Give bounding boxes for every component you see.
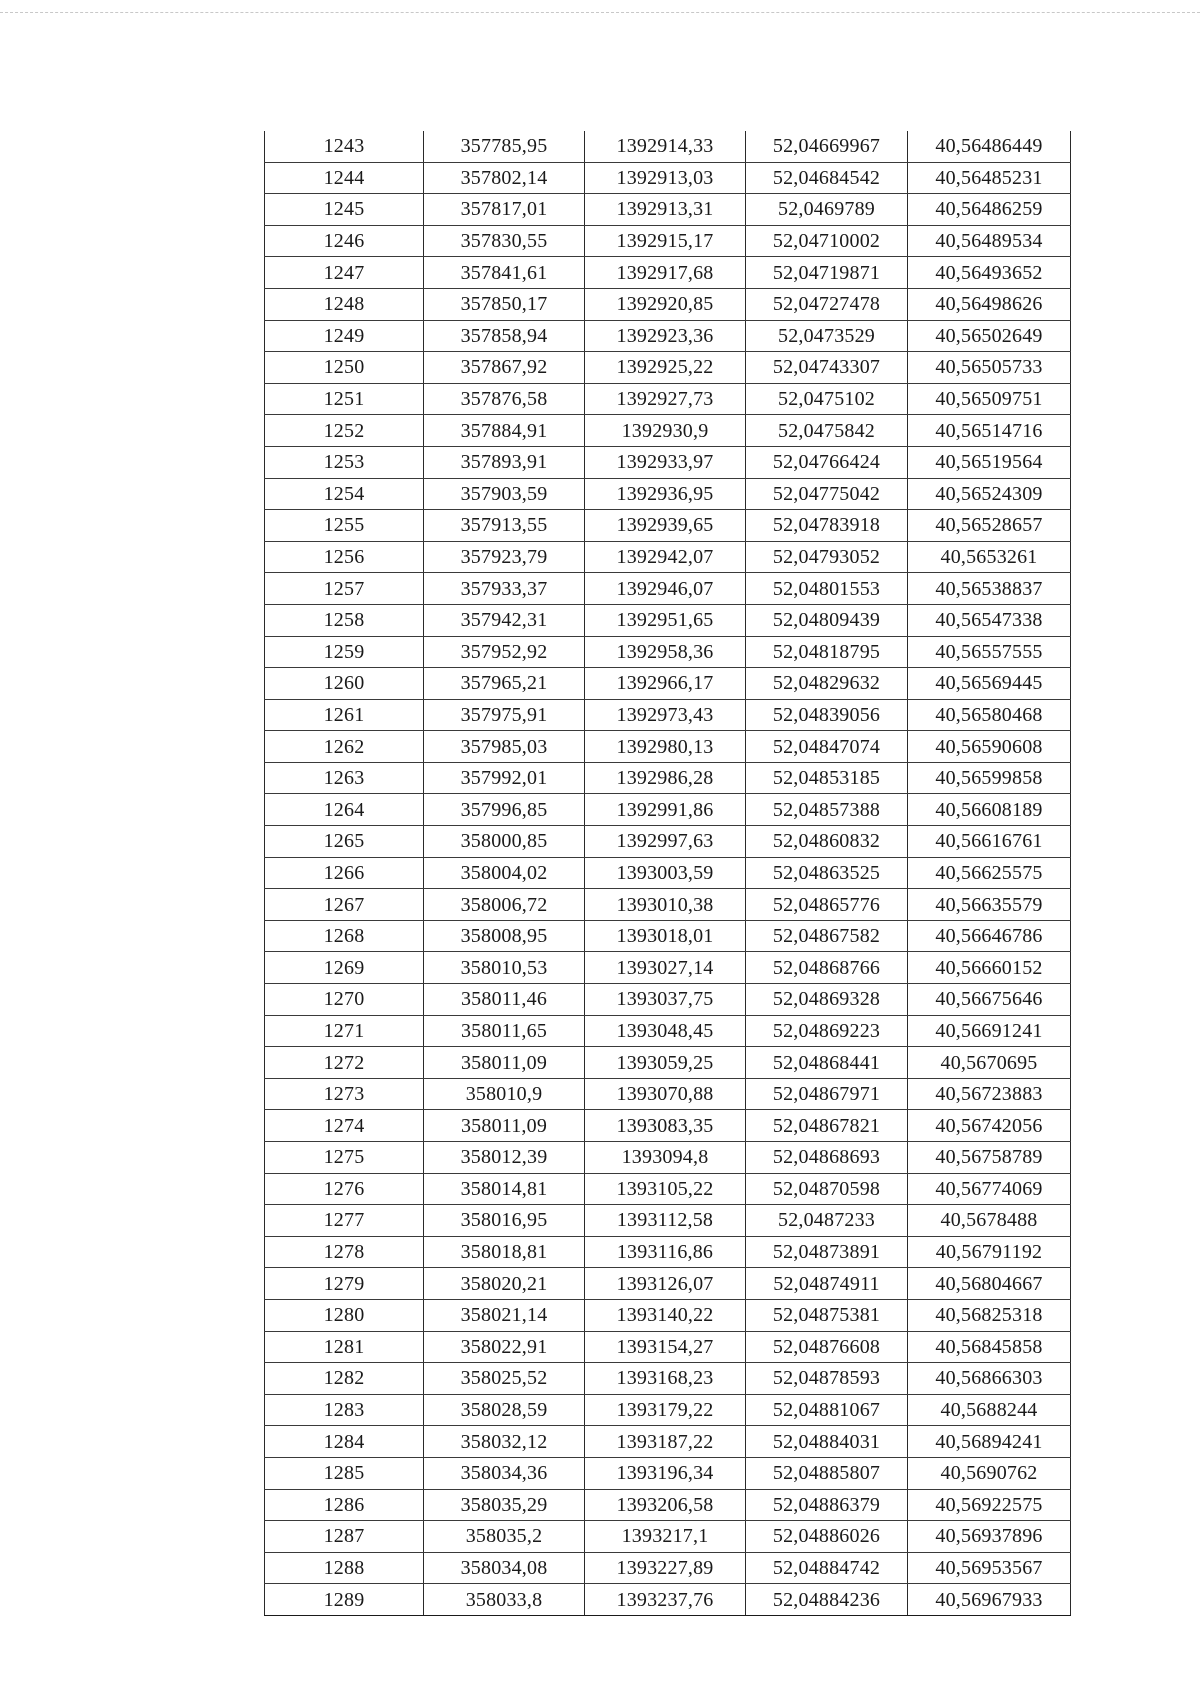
y-coordinate-cell: 1393003,59 xyxy=(585,857,746,889)
point-number-cell: 1275 xyxy=(265,1142,424,1174)
point-number-cell: 1286 xyxy=(265,1489,424,1521)
longitude-cell: 40,56509751 xyxy=(908,383,1071,415)
x-coordinate-cell: 358006,72 xyxy=(424,889,585,921)
table-row xyxy=(265,257,1071,289)
x-coordinate-cell: 358025,52 xyxy=(424,1363,585,1395)
y-coordinate-cell: 1392966,17 xyxy=(585,668,746,700)
x-coordinate-cell: 357858,94 xyxy=(424,320,585,352)
point-number-cell: 1287 xyxy=(265,1521,424,1553)
latitude-cell: 52,04886379 xyxy=(746,1489,908,1521)
table-row xyxy=(265,1015,1071,1047)
y-coordinate-cell: 1393116,86 xyxy=(585,1236,746,1268)
x-coordinate-cell: 357965,21 xyxy=(424,668,585,700)
x-coordinate-cell: 357841,61 xyxy=(424,257,585,289)
y-coordinate-cell: 1393037,75 xyxy=(585,984,746,1016)
table-row xyxy=(265,478,1071,510)
table-row xyxy=(265,510,1071,542)
x-coordinate-cell: 358018,81 xyxy=(424,1236,585,1268)
table-row xyxy=(265,762,1071,794)
x-coordinate-cell: 358011,09 xyxy=(424,1110,585,1142)
x-coordinate-cell: 358034,36 xyxy=(424,1457,585,1489)
latitude-cell: 52,04875381 xyxy=(746,1299,908,1331)
point-number-cell: 1267 xyxy=(265,889,424,921)
y-coordinate-cell: 1393027,14 xyxy=(585,952,746,984)
latitude-cell: 52,04869223 xyxy=(746,1015,908,1047)
x-coordinate-cell: 357913,55 xyxy=(424,510,585,542)
table-row xyxy=(265,288,1071,320)
y-coordinate-cell: 1392946,07 xyxy=(585,573,746,605)
x-coordinate-cell: 358035,2 xyxy=(424,1521,585,1553)
x-coordinate-cell: 357933,37 xyxy=(424,573,585,605)
longitude-cell: 40,56557555 xyxy=(908,636,1071,668)
x-coordinate-cell: 358010,9 xyxy=(424,1078,585,1110)
x-coordinate-cell: 357923,79 xyxy=(424,541,585,573)
y-coordinate-cell: 1393206,58 xyxy=(585,1489,746,1521)
x-coordinate-cell: 358011,09 xyxy=(424,1047,585,1079)
y-coordinate-cell: 1393217,1 xyxy=(585,1521,746,1553)
x-coordinate-cell: 357817,01 xyxy=(424,194,585,226)
x-coordinate-cell: 357802,14 xyxy=(424,162,585,194)
x-coordinate-cell: 358004,02 xyxy=(424,857,585,889)
table-row xyxy=(265,446,1071,478)
longitude-cell: 40,56625575 xyxy=(908,857,1071,889)
longitude-cell: 40,56502649 xyxy=(908,320,1071,352)
table-row xyxy=(265,415,1071,447)
point-number-cell: 1254 xyxy=(265,478,424,510)
table-row xyxy=(265,131,1071,162)
longitude-cell: 40,56758789 xyxy=(908,1142,1071,1174)
x-coordinate-cell: 357942,31 xyxy=(424,604,585,636)
longitude-cell: 40,56547338 xyxy=(908,604,1071,636)
table-row xyxy=(265,1584,1071,1616)
longitude-cell: 40,56514716 xyxy=(908,415,1071,447)
latitude-cell: 52,0475842 xyxy=(746,415,908,447)
document-page xyxy=(264,131,1070,1616)
latitude-cell: 52,0475102 xyxy=(746,383,908,415)
point-number-cell: 1258 xyxy=(265,604,424,636)
table-row xyxy=(265,731,1071,763)
x-coordinate-cell: 358012,39 xyxy=(424,1142,585,1174)
y-coordinate-cell: 1392951,65 xyxy=(585,604,746,636)
longitude-cell: 40,56485231 xyxy=(908,162,1071,194)
y-coordinate-cell: 1392927,73 xyxy=(585,383,746,415)
y-coordinate-cell: 1393140,22 xyxy=(585,1299,746,1331)
point-number-cell: 1288 xyxy=(265,1552,424,1584)
point-number-cell: 1273 xyxy=(265,1078,424,1110)
table-row xyxy=(265,352,1071,384)
y-coordinate-cell: 1392917,68 xyxy=(585,257,746,289)
longitude-cell: 40,56538837 xyxy=(908,573,1071,605)
longitude-cell: 40,5670695 xyxy=(908,1047,1071,1079)
point-number-cell: 1282 xyxy=(265,1363,424,1395)
x-coordinate-cell: 357903,59 xyxy=(424,478,585,510)
longitude-cell: 40,56723883 xyxy=(908,1078,1071,1110)
latitude-cell: 52,04857388 xyxy=(746,794,908,826)
x-coordinate-cell: 358032,12 xyxy=(424,1426,585,1458)
table-row xyxy=(265,794,1071,826)
y-coordinate-cell: 1392942,07 xyxy=(585,541,746,573)
longitude-cell: 40,56524309 xyxy=(908,478,1071,510)
table-row xyxy=(265,1426,1071,1458)
table-row xyxy=(265,1173,1071,1205)
table-row xyxy=(265,162,1071,194)
point-number-cell: 1245 xyxy=(265,194,424,226)
latitude-cell: 52,04884031 xyxy=(746,1426,908,1458)
longitude-cell: 40,56804667 xyxy=(908,1268,1071,1300)
latitude-cell: 52,04743307 xyxy=(746,352,908,384)
latitude-cell: 52,04884236 xyxy=(746,1584,908,1616)
y-coordinate-cell: 1392986,28 xyxy=(585,762,746,794)
point-number-cell: 1243 xyxy=(265,131,424,162)
table-row xyxy=(265,826,1071,858)
latitude-cell: 52,04860832 xyxy=(746,826,908,858)
latitude-cell: 52,0469789 xyxy=(746,194,908,226)
longitude-cell: 40,56493652 xyxy=(908,257,1071,289)
table-row xyxy=(265,1521,1071,1553)
point-number-cell: 1259 xyxy=(265,636,424,668)
x-coordinate-cell: 358022,91 xyxy=(424,1331,585,1363)
longitude-cell: 40,56825318 xyxy=(908,1299,1071,1331)
y-coordinate-cell: 1393083,35 xyxy=(585,1110,746,1142)
y-coordinate-cell: 1392991,86 xyxy=(585,794,746,826)
x-coordinate-cell: 357830,55 xyxy=(424,225,585,257)
point-number-cell: 1279 xyxy=(265,1268,424,1300)
x-coordinate-cell: 358034,08 xyxy=(424,1552,585,1584)
point-number-cell: 1252 xyxy=(265,415,424,447)
latitude-cell: 52,04874911 xyxy=(746,1268,908,1300)
longitude-cell: 40,56608189 xyxy=(908,794,1071,826)
longitude-cell: 40,5678488 xyxy=(908,1205,1071,1237)
point-number-cell: 1260 xyxy=(265,668,424,700)
longitude-cell: 40,56635579 xyxy=(908,889,1071,921)
point-number-cell: 1274 xyxy=(265,1110,424,1142)
x-coordinate-cell: 358016,95 xyxy=(424,1205,585,1237)
table-row xyxy=(265,1047,1071,1079)
longitude-cell: 40,56599858 xyxy=(908,762,1071,794)
x-coordinate-cell: 358008,95 xyxy=(424,920,585,952)
latitude-cell: 52,04793052 xyxy=(746,541,908,573)
table-row xyxy=(265,1078,1071,1110)
y-coordinate-cell: 1393227,89 xyxy=(585,1552,746,1584)
latitude-cell: 52,0487233 xyxy=(746,1205,908,1237)
x-coordinate-cell: 358014,81 xyxy=(424,1173,585,1205)
table-row xyxy=(265,573,1071,605)
table-row xyxy=(265,383,1071,415)
latitude-cell: 52,04867582 xyxy=(746,920,908,952)
latitude-cell: 52,04669967 xyxy=(746,131,908,162)
y-coordinate-cell: 1393112,58 xyxy=(585,1205,746,1237)
point-number-cell: 1278 xyxy=(265,1236,424,1268)
y-coordinate-cell: 1392980,13 xyxy=(585,731,746,763)
longitude-cell: 40,56505733 xyxy=(908,352,1071,384)
latitude-cell: 52,04876608 xyxy=(746,1331,908,1363)
point-number-cell: 1281 xyxy=(265,1331,424,1363)
longitude-cell: 40,56922575 xyxy=(908,1489,1071,1521)
point-number-cell: 1262 xyxy=(265,731,424,763)
latitude-cell: 52,04684542 xyxy=(746,162,908,194)
point-number-cell: 1268 xyxy=(265,920,424,952)
longitude-cell: 40,56691241 xyxy=(908,1015,1071,1047)
table-row xyxy=(265,1331,1071,1363)
y-coordinate-cell: 1393187,22 xyxy=(585,1426,746,1458)
x-coordinate-cell: 358011,65 xyxy=(424,1015,585,1047)
point-number-cell: 1256 xyxy=(265,541,424,573)
table-row xyxy=(265,668,1071,700)
x-coordinate-cell: 357893,91 xyxy=(424,446,585,478)
table-row xyxy=(265,1394,1071,1426)
latitude-cell: 52,04884742 xyxy=(746,1552,908,1584)
table-row xyxy=(265,1236,1071,1268)
x-coordinate-cell: 358020,21 xyxy=(424,1268,585,1300)
point-number-cell: 1247 xyxy=(265,257,424,289)
table-row xyxy=(265,1205,1071,1237)
y-coordinate-cell: 1393154,27 xyxy=(585,1331,746,1363)
longitude-cell: 40,56845858 xyxy=(908,1331,1071,1363)
point-number-cell: 1250 xyxy=(265,352,424,384)
x-coordinate-cell: 357876,58 xyxy=(424,383,585,415)
y-coordinate-cell: 1392913,03 xyxy=(585,162,746,194)
table-row xyxy=(265,857,1071,889)
x-coordinate-cell: 357996,85 xyxy=(424,794,585,826)
latitude-cell: 52,04885807 xyxy=(746,1457,908,1489)
table-row xyxy=(265,1363,1071,1395)
point-number-cell: 1289 xyxy=(265,1584,424,1616)
latitude-cell: 52,04847074 xyxy=(746,731,908,763)
point-number-cell: 1255 xyxy=(265,510,424,542)
scan-edge-line xyxy=(0,12,1200,13)
table-row xyxy=(265,920,1071,952)
latitude-cell: 52,04863525 xyxy=(746,857,908,889)
point-number-cell: 1266 xyxy=(265,857,424,889)
table-row xyxy=(265,1142,1071,1174)
latitude-cell: 52,04766424 xyxy=(746,446,908,478)
table-row xyxy=(265,541,1071,573)
table-row xyxy=(265,1489,1071,1521)
table-row xyxy=(265,1268,1071,1300)
point-number-cell: 1271 xyxy=(265,1015,424,1047)
y-coordinate-cell: 1393126,07 xyxy=(585,1268,746,1300)
x-coordinate-cell: 358011,46 xyxy=(424,984,585,1016)
point-number-cell: 1277 xyxy=(265,1205,424,1237)
latitude-cell: 52,04869328 xyxy=(746,984,908,1016)
table-row xyxy=(265,320,1071,352)
x-coordinate-cell: 357992,01 xyxy=(424,762,585,794)
y-coordinate-cell: 1393010,38 xyxy=(585,889,746,921)
latitude-cell: 52,04829632 xyxy=(746,668,908,700)
y-coordinate-cell: 1393237,76 xyxy=(585,1584,746,1616)
x-coordinate-cell: 357785,95 xyxy=(424,131,585,162)
y-coordinate-cell: 1393048,45 xyxy=(585,1015,746,1047)
latitude-cell: 52,04867971 xyxy=(746,1078,908,1110)
longitude-cell: 40,5653261 xyxy=(908,541,1071,573)
point-number-cell: 1253 xyxy=(265,446,424,478)
latitude-cell: 52,04868693 xyxy=(746,1142,908,1174)
point-number-cell: 1283 xyxy=(265,1394,424,1426)
y-coordinate-cell: 1392973,43 xyxy=(585,699,746,731)
point-number-cell: 1264 xyxy=(265,794,424,826)
table-row xyxy=(265,1110,1071,1142)
point-number-cell: 1246 xyxy=(265,225,424,257)
longitude-cell: 40,56498626 xyxy=(908,288,1071,320)
longitude-cell: 40,56742056 xyxy=(908,1110,1071,1142)
longitude-cell: 40,56660152 xyxy=(908,952,1071,984)
longitude-cell: 40,5688244 xyxy=(908,1394,1071,1426)
latitude-cell: 52,04839056 xyxy=(746,699,908,731)
table-row xyxy=(265,604,1071,636)
y-coordinate-cell: 1392939,65 xyxy=(585,510,746,542)
longitude-cell: 40,56937896 xyxy=(908,1521,1071,1553)
point-number-cell: 1261 xyxy=(265,699,424,731)
coordinates-table xyxy=(264,131,1071,1616)
y-coordinate-cell: 1392923,36 xyxy=(585,320,746,352)
point-number-cell: 1244 xyxy=(265,162,424,194)
latitude-cell: 52,04818795 xyxy=(746,636,908,668)
latitude-cell: 52,04886026 xyxy=(746,1521,908,1553)
x-coordinate-cell: 358033,8 xyxy=(424,1584,585,1616)
longitude-cell: 40,56894241 xyxy=(908,1426,1071,1458)
longitude-cell: 40,56528657 xyxy=(908,510,1071,542)
y-coordinate-cell: 1392936,95 xyxy=(585,478,746,510)
y-coordinate-cell: 1393168,23 xyxy=(585,1363,746,1395)
x-coordinate-cell: 358021,14 xyxy=(424,1299,585,1331)
x-coordinate-cell: 357975,91 xyxy=(424,699,585,731)
latitude-cell: 52,04783918 xyxy=(746,510,908,542)
latitude-cell: 52,04727478 xyxy=(746,288,908,320)
x-coordinate-cell: 357952,92 xyxy=(424,636,585,668)
point-number-cell: 1285 xyxy=(265,1457,424,1489)
x-coordinate-cell: 357850,17 xyxy=(424,288,585,320)
latitude-cell: 52,04873891 xyxy=(746,1236,908,1268)
x-coordinate-cell: 357867,92 xyxy=(424,352,585,384)
longitude-cell: 40,56953567 xyxy=(908,1552,1071,1584)
latitude-cell: 52,04881067 xyxy=(746,1394,908,1426)
table-row xyxy=(265,225,1071,257)
latitude-cell: 52,04775042 xyxy=(746,478,908,510)
y-coordinate-cell: 1392958,36 xyxy=(585,636,746,668)
point-number-cell: 1270 xyxy=(265,984,424,1016)
longitude-cell: 40,56580468 xyxy=(908,699,1071,731)
table-row xyxy=(265,699,1071,731)
longitude-cell: 40,56967933 xyxy=(908,1584,1071,1616)
x-coordinate-cell: 358035,29 xyxy=(424,1489,585,1521)
latitude-cell: 52,04878593 xyxy=(746,1363,908,1395)
longitude-cell: 40,56519564 xyxy=(908,446,1071,478)
table-row xyxy=(265,952,1071,984)
x-coordinate-cell: 358010,53 xyxy=(424,952,585,984)
point-number-cell: 1257 xyxy=(265,573,424,605)
longitude-cell: 40,56675646 xyxy=(908,984,1071,1016)
point-number-cell: 1276 xyxy=(265,1173,424,1205)
longitude-cell: 40,56616761 xyxy=(908,826,1071,858)
y-coordinate-cell: 1393059,25 xyxy=(585,1047,746,1079)
y-coordinate-cell: 1392913,31 xyxy=(585,194,746,226)
y-coordinate-cell: 1392915,17 xyxy=(585,225,746,257)
y-coordinate-cell: 1392914,33 xyxy=(585,131,746,162)
coordinates-table-body xyxy=(265,131,1071,1615)
longitude-cell: 40,56791192 xyxy=(908,1236,1071,1268)
y-coordinate-cell: 1392930,9 xyxy=(585,415,746,447)
latitude-cell: 52,04809439 xyxy=(746,604,908,636)
y-coordinate-cell: 1393018,01 xyxy=(585,920,746,952)
latitude-cell: 52,04801553 xyxy=(746,573,908,605)
table-row xyxy=(265,1299,1071,1331)
y-coordinate-cell: 1393094,8 xyxy=(585,1142,746,1174)
y-coordinate-cell: 1392933,97 xyxy=(585,446,746,478)
longitude-cell: 40,56486259 xyxy=(908,194,1071,226)
latitude-cell: 52,04853185 xyxy=(746,762,908,794)
longitude-cell: 40,56646786 xyxy=(908,920,1071,952)
longitude-cell: 40,5690762 xyxy=(908,1457,1071,1489)
latitude-cell: 52,04870598 xyxy=(746,1173,908,1205)
latitude-cell: 52,0473529 xyxy=(746,320,908,352)
latitude-cell: 52,04868441 xyxy=(746,1047,908,1079)
y-coordinate-cell: 1393196,34 xyxy=(585,1457,746,1489)
table-row xyxy=(265,1552,1071,1584)
point-number-cell: 1248 xyxy=(265,288,424,320)
point-number-cell: 1249 xyxy=(265,320,424,352)
y-coordinate-cell: 1393070,88 xyxy=(585,1078,746,1110)
point-number-cell: 1284 xyxy=(265,1426,424,1458)
latitude-cell: 52,04865776 xyxy=(746,889,908,921)
longitude-cell: 40,56774069 xyxy=(908,1173,1071,1205)
x-coordinate-cell: 358000,85 xyxy=(424,826,585,858)
point-number-cell: 1251 xyxy=(265,383,424,415)
y-coordinate-cell: 1392925,22 xyxy=(585,352,746,384)
point-number-cell: 1280 xyxy=(265,1299,424,1331)
point-number-cell: 1269 xyxy=(265,952,424,984)
longitude-cell: 40,56866303 xyxy=(908,1363,1071,1395)
longitude-cell: 40,56569445 xyxy=(908,668,1071,700)
latitude-cell: 52,04868766 xyxy=(746,952,908,984)
table-row xyxy=(265,889,1071,921)
x-coordinate-cell: 357985,03 xyxy=(424,731,585,763)
latitude-cell: 52,04710002 xyxy=(746,225,908,257)
y-coordinate-cell: 1392920,85 xyxy=(585,288,746,320)
y-coordinate-cell: 1393105,22 xyxy=(585,1173,746,1205)
point-number-cell: 1272 xyxy=(265,1047,424,1079)
table-row xyxy=(265,194,1071,226)
longitude-cell: 40,56486449 xyxy=(908,131,1071,162)
x-coordinate-cell: 358028,59 xyxy=(424,1394,585,1426)
table-row xyxy=(265,1457,1071,1489)
point-number-cell: 1263 xyxy=(265,762,424,794)
y-coordinate-cell: 1392997,63 xyxy=(585,826,746,858)
latitude-cell: 52,04719871 xyxy=(746,257,908,289)
longitude-cell: 40,56590608 xyxy=(908,731,1071,763)
x-coordinate-cell: 357884,91 xyxy=(424,415,585,447)
y-coordinate-cell: 1393179,22 xyxy=(585,1394,746,1426)
table-row xyxy=(265,636,1071,668)
table-row xyxy=(265,984,1071,1016)
longitude-cell: 40,56489534 xyxy=(908,225,1071,257)
point-number-cell: 1265 xyxy=(265,826,424,858)
latitude-cell: 52,04867821 xyxy=(746,1110,908,1142)
